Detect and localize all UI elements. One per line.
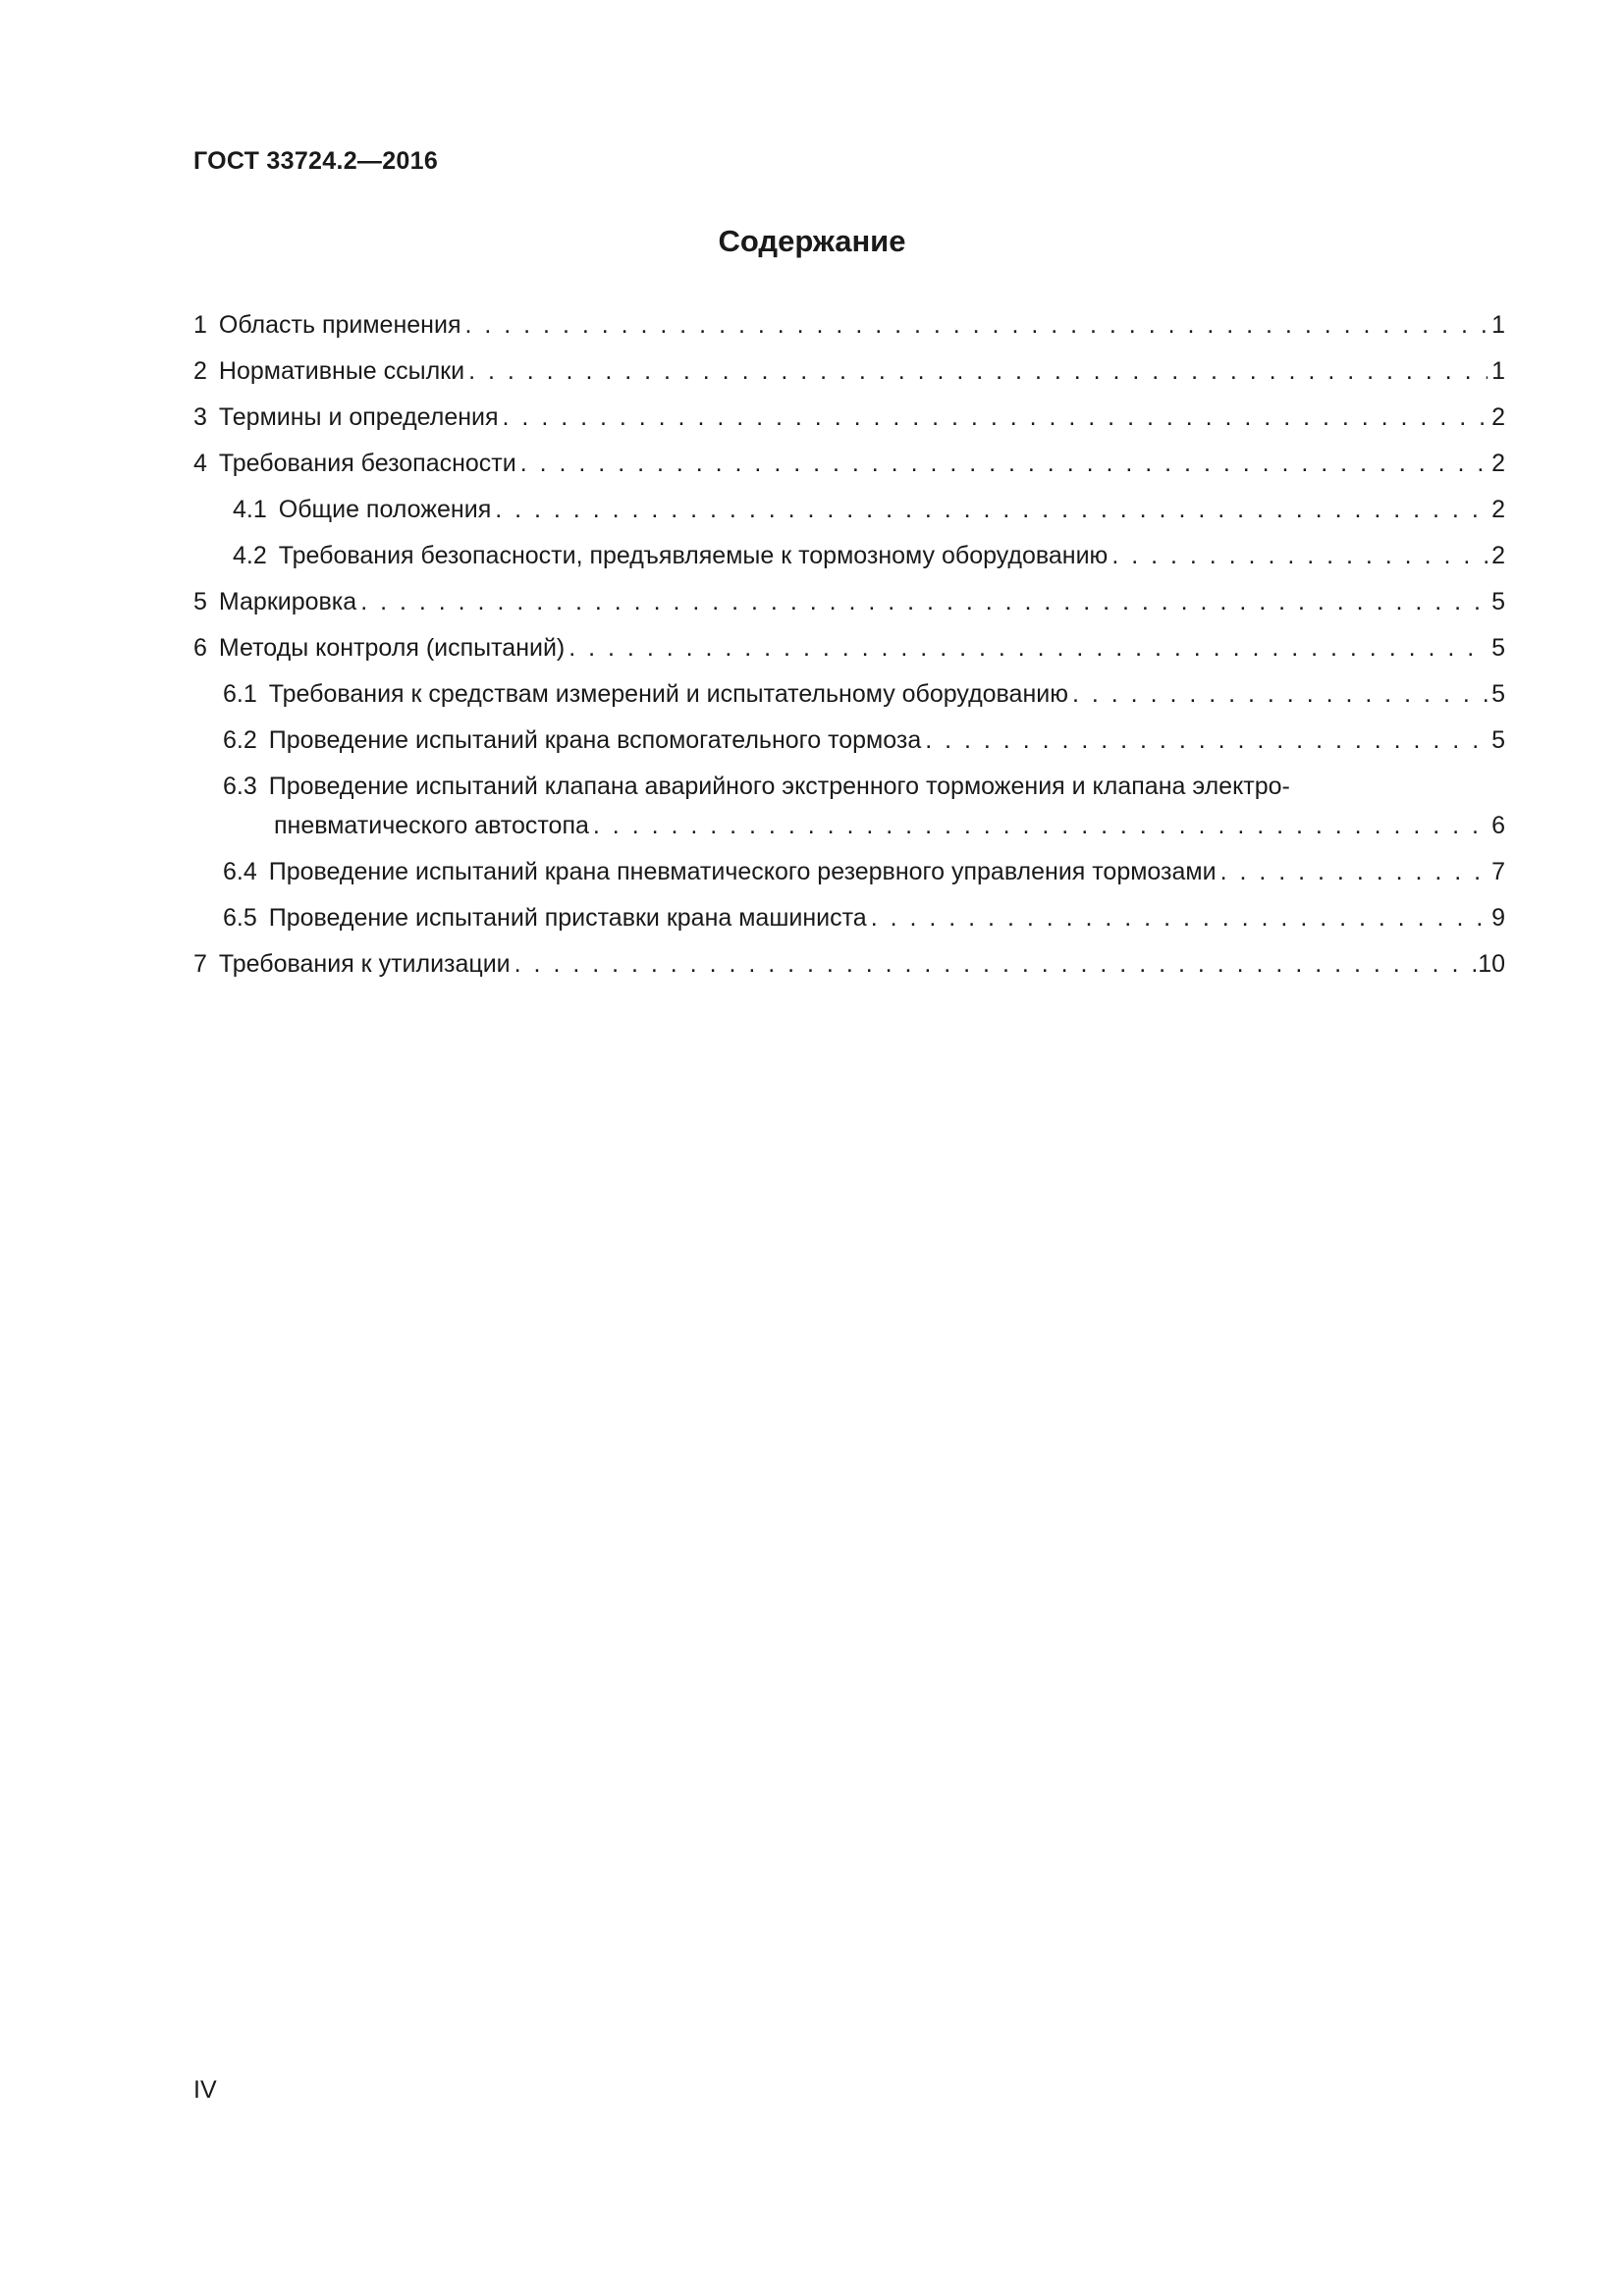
toc-entry-number: 6.4 (223, 858, 257, 885)
toc-entry-label: Проведение испытаний приставки крана машиниста (268, 904, 867, 932)
toc-entry-7[interactable] (193, 946, 1505, 982)
toc-title: Содержание (718, 224, 906, 258)
leader-dots (1072, 676, 1488, 712)
toc-entry-page: 5 (1491, 726, 1505, 754)
toc-entry-page: 10 (1478, 950, 1505, 978)
toc-entry-label: Проведение испытаний крана вспомогательного тормоза (268, 726, 922, 754)
toc-entry-page: 6 (1491, 812, 1505, 839)
toc-entry-number: 6.2 (223, 726, 257, 754)
toc-entry-label: Требования к утилизации (218, 950, 511, 978)
toc-entry-number: 6.3 (223, 773, 257, 800)
leader-dots (495, 492, 1488, 527)
page-number-roman: IV (193, 2076, 217, 2104)
toc-entry-4-2[interactable] (193, 538, 1505, 573)
toc-entry-1[interactable] (193, 307, 1505, 343)
toc-entry-number: 6 (193, 634, 207, 662)
toc-entry-label: Методы контроля (испытаний) (218, 634, 566, 662)
leader-dots (360, 584, 1488, 619)
table-of-contents (193, 307, 1505, 992)
toc-entry-number: 3 (193, 403, 207, 431)
toc-entry-label-continued: пневматического автостопа (274, 812, 589, 839)
toc-entry-5[interactable] (193, 584, 1505, 619)
leader-dots (568, 630, 1488, 666)
toc-entry-number: 6.1 (223, 680, 257, 708)
toc-entry-number: 7 (193, 950, 207, 978)
toc-entry-6-1[interactable] (193, 676, 1505, 712)
toc-entry-label: Требования безопасности, предъявляемые к тормозному оборудованию (278, 542, 1109, 569)
toc-entry-page: 2 (1491, 403, 1505, 431)
document-code: ГОСТ 33724.2—2016 (193, 147, 439, 175)
toc-entry-6-3[interactable] (193, 769, 1505, 843)
toc-entry-6-2[interactable] (193, 722, 1505, 758)
toc-entry-page: 5 (1491, 588, 1505, 615)
leader-dots (1111, 538, 1488, 573)
toc-entry-number: 6.5 (223, 904, 257, 932)
leader-dots (464, 307, 1488, 343)
toc-entry-page: 2 (1491, 496, 1505, 523)
toc-entry-6-5[interactable] (193, 900, 1505, 935)
toc-entry-label: Область применения (218, 311, 461, 339)
toc-entry-label: Общие положения (278, 496, 492, 523)
toc-entry-4[interactable] (193, 446, 1505, 481)
toc-entry-number: 4.2 (233, 542, 267, 569)
toc-entry-number: 4.1 (233, 496, 267, 523)
toc-entry-number: 2 (193, 357, 207, 385)
toc-entry-label: Требования безопасности (218, 450, 516, 477)
leader-dots (503, 400, 1488, 435)
toc-entry-label: Проведение испытаний крана пневматического резервного управления тормозами (268, 858, 1217, 885)
leader-dots (1220, 854, 1488, 889)
leader-dots (514, 946, 1477, 982)
toc-entry-number: 1 (193, 311, 207, 339)
toc-entry-label: Требования к средствам измерений и испытательному оборудованию (268, 680, 1068, 708)
toc-entry-label: Нормативные ссылки (218, 357, 465, 385)
toc-entry-2[interactable] (193, 353, 1505, 389)
toc-entry-number: 4 (193, 450, 207, 477)
toc-entry-page: 2 (1491, 450, 1505, 477)
toc-entry-page: 5 (1491, 680, 1505, 708)
leader-dots (871, 900, 1488, 935)
toc-entry-6-4[interactable] (193, 854, 1505, 889)
toc-entry-label: Маркировка (218, 588, 357, 615)
toc-entry-page: 1 (1491, 311, 1505, 339)
toc-entry-label: Проведение испытаний клапана аварийного экстренного торможения и клапана электро- (268, 773, 1290, 800)
toc-entry-page: 1 (1491, 357, 1505, 385)
leader-dots (520, 446, 1488, 481)
leader-dots (925, 722, 1488, 758)
toc-entry-page: 9 (1491, 904, 1505, 932)
toc-entry-page: 7 (1491, 858, 1505, 885)
toc-entry-number: 5 (193, 588, 207, 615)
toc-entry-label: Термины и определения (218, 403, 499, 431)
leader-dots (468, 353, 1488, 389)
toc-entry-page: 2 (1491, 542, 1505, 569)
toc-entry-6[interactable] (193, 630, 1505, 666)
leader-dots (593, 808, 1488, 843)
toc-entry-3[interactable] (193, 400, 1505, 435)
toc-entry-page: 5 (1491, 634, 1505, 662)
toc-entry-4-1[interactable] (193, 492, 1505, 527)
